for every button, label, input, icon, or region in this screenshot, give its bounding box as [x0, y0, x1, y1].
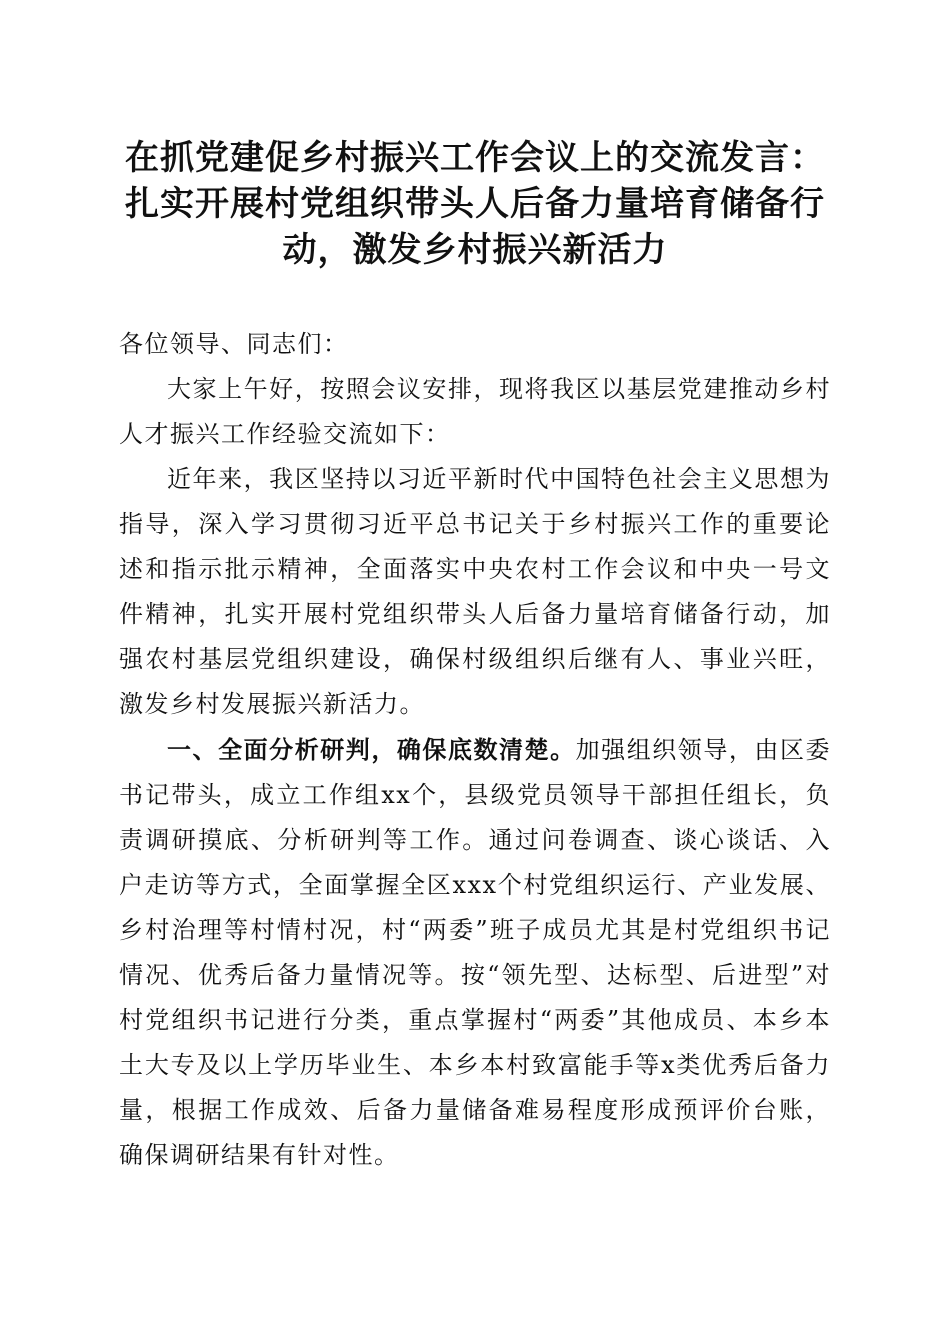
section-one-text: 加强组织领导，由区委书记带头，成立工作组xx个，县级党员领导干部担任组长，负责调研摸底、分析研判等工作。通过问卷调查、谈心谈话、入户走访等方式，全面掌握全区xxx个村党组织运行、产业发展、乡村治理等村情村况，村“两委”班子成员尤其是村党组织书记情况、优秀后备力量情况等。按“领先型、达标型、后进型”对村党组织书记进行分类，重点掌握村“两委”其他成员、本乡本土大专及以上学历毕业生、本乡本村致富能手等x类优秀后备力量，根据工作成效、后备力量储备难易程度形成预评价台账，确保调研结果有针对性。: [119, 736, 831, 1169]
salutation: 各位领导、同志们：: [119, 330, 349, 358]
section-one-heading: 一、全面分析研判，确保底数清楚。: [167, 735, 576, 764]
title-line-3: 动，激发乡村振兴新活力: [282, 230, 668, 270]
document-title: [100, 135, 850, 273]
document-body: [119, 322, 831, 1178]
paragraph-greeting: 大家上午好，按照会议安排，现将我区以基层党建推动乡村人才振兴工作经验交流如下：: [119, 375, 831, 448]
paragraph-overview: 近年来，我区坚持以习近平新时代中国特色社会主义思想为指导，深入学习贯彻习近平总书记关于乡村振兴工作的重要论述和指示批示精神，全面落实中央农村工作会议和中央一号文件精神，扎实开展村党组织带头人后备力量培育储备行动，加强农村基层党组织建设，确保村级组织后继有人、事业兴旺，激发乡村发展振兴新活力。: [119, 465, 831, 718]
title-line-2: 扎实开展村党组织带头人后备力量培育储备行: [125, 184, 825, 224]
paragraph-section-one: [119, 727, 831, 1178]
title-line-1: 在抓党建促乡村振兴工作会议上的交流发言：: [125, 138, 825, 178]
